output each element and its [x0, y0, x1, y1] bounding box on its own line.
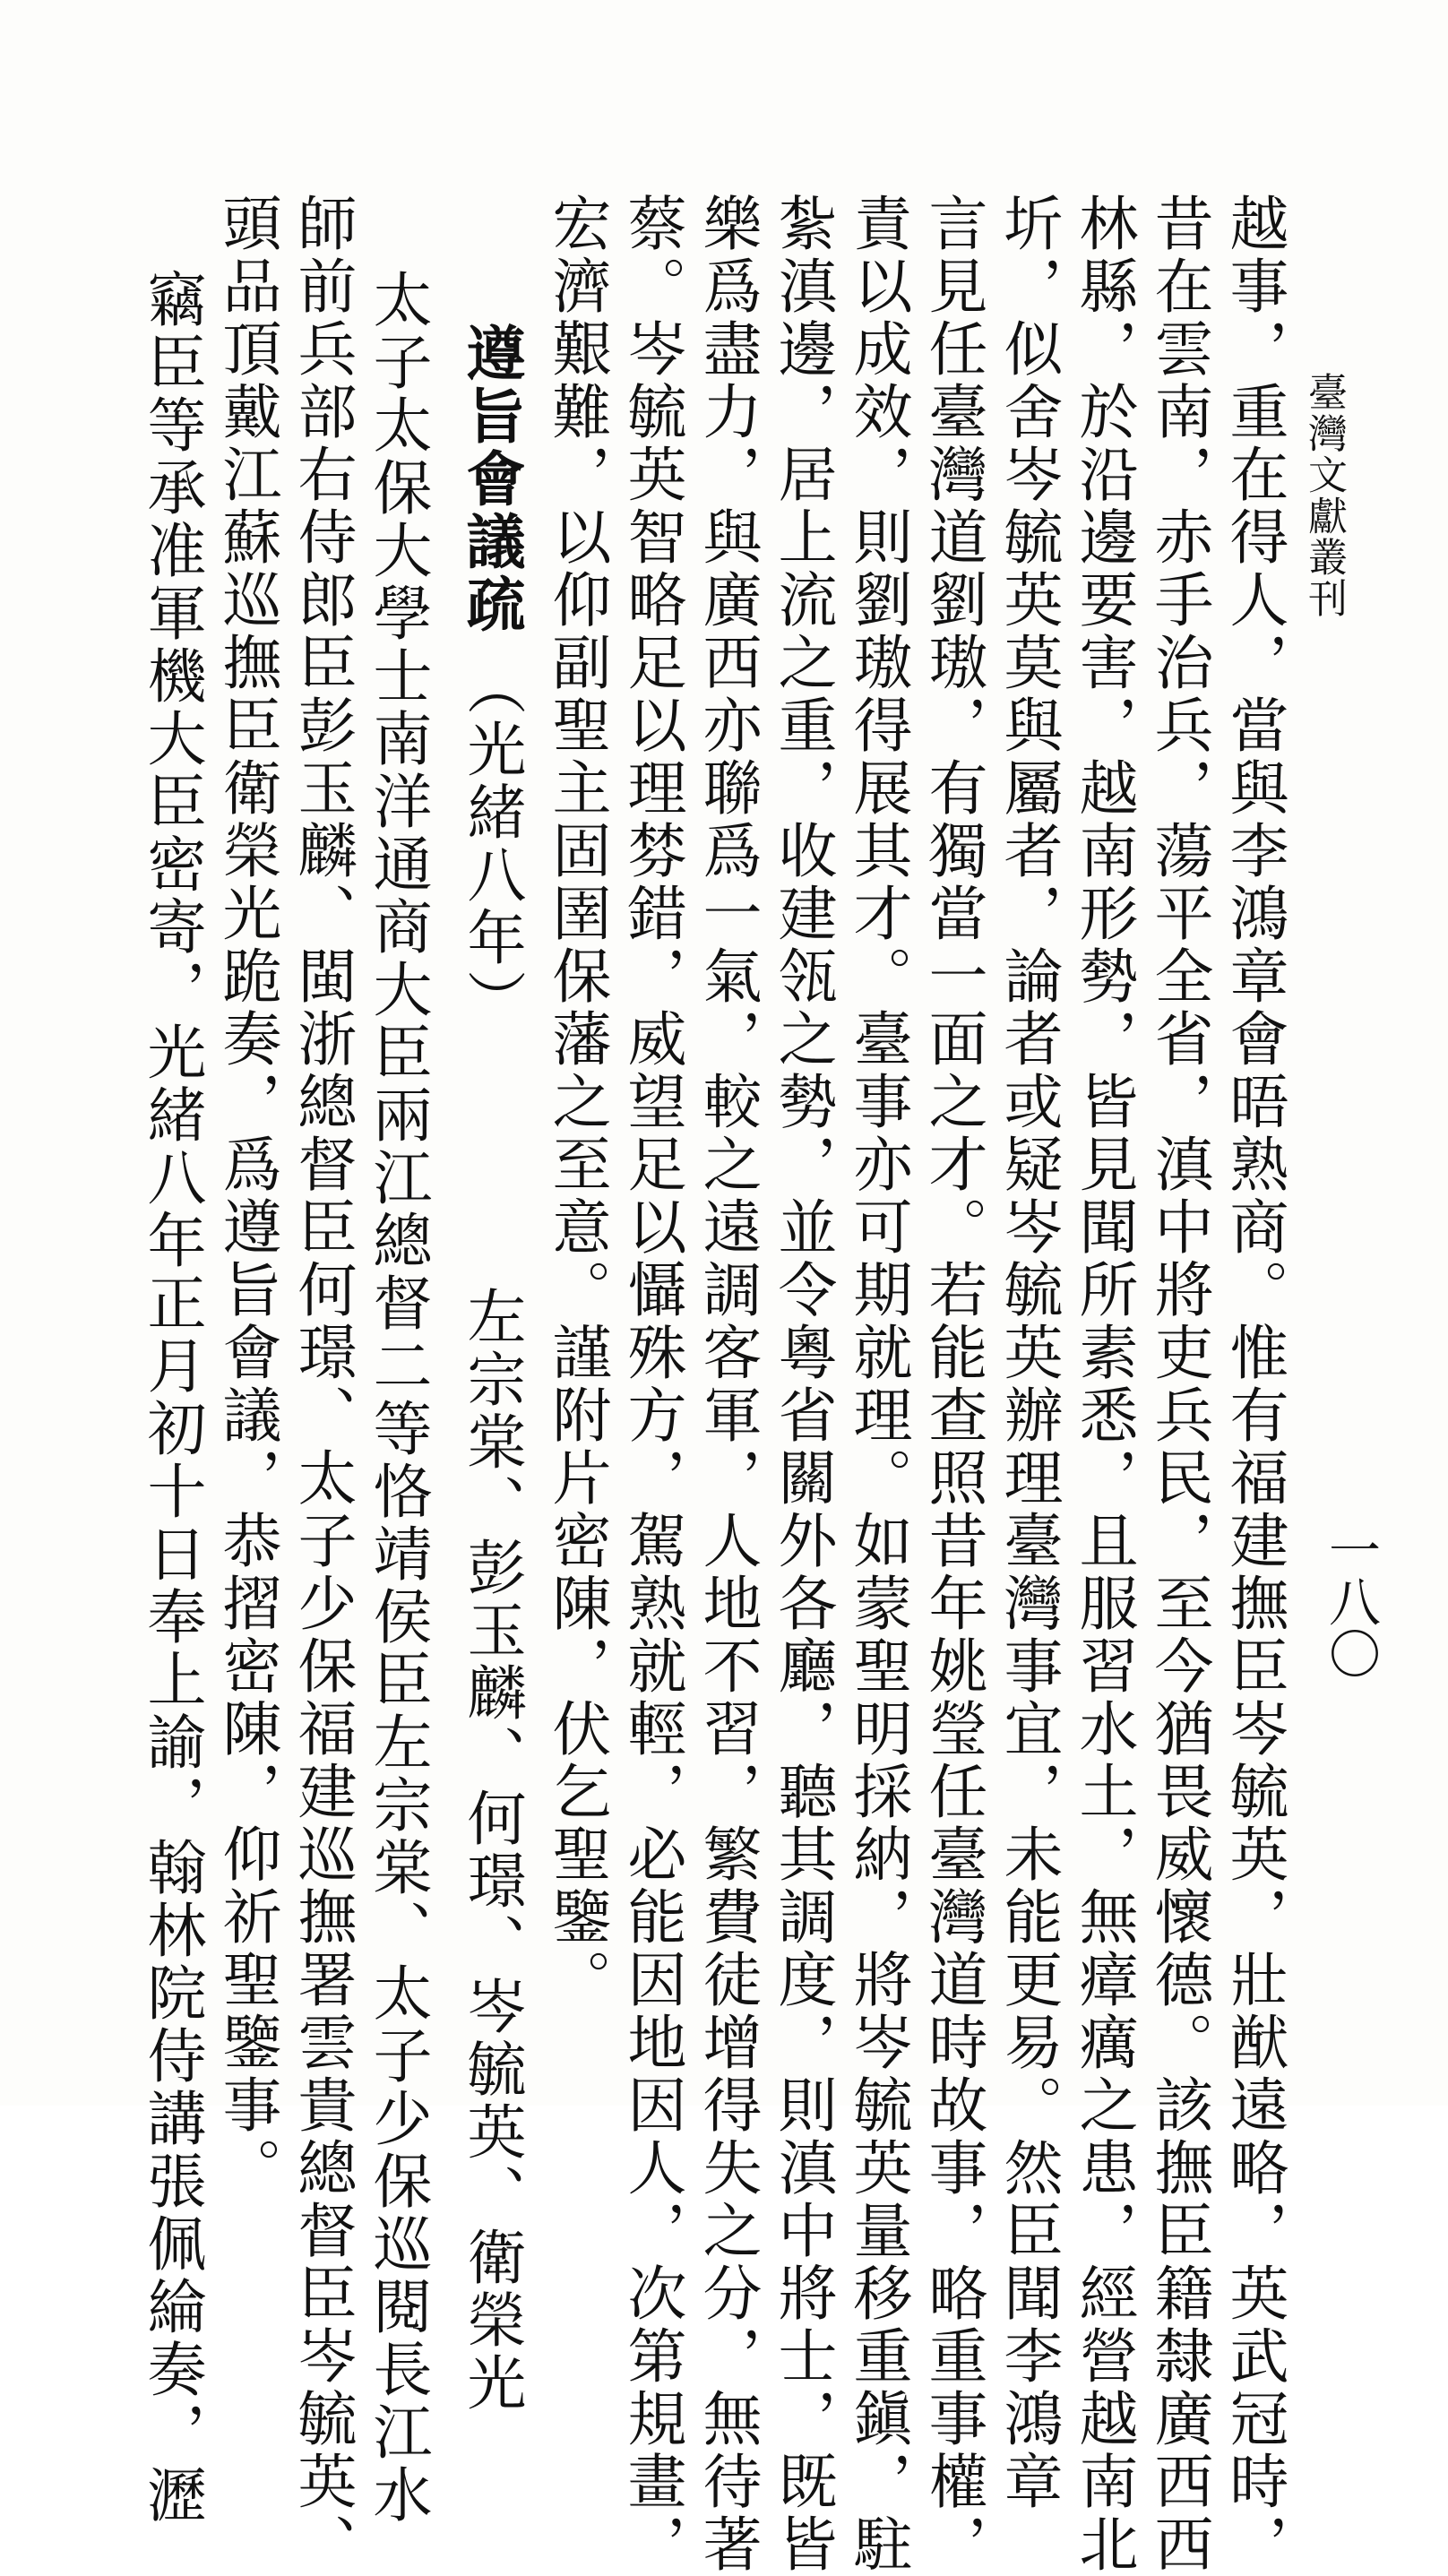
memorial-text-column: 太子太保大學士南洋通商大臣兩江總督二等恪靖侯臣左宗棠、太子少保巡閱長江水 [363, 269, 432, 2527]
body-text-column: 昔在雲南，赤手治兵，蕩平全省，滇中將吏兵民，至今猶畏威懷德。該撫臣籍隸廣西西 [1144, 193, 1213, 2576]
body-text-column: 蔡。岑毓英智略足以理棼錯，威望足以懾殊方，駕熟就輕，必能因地因人，次第規畫， [617, 193, 686, 2576]
section-heading [456, 323, 526, 1032]
memorial-text-column: 竊臣等承准軍機大臣密寄，光緒八年正月初十日奉上諭，翰林院侍講張佩綸奏，瀝 [137, 269, 206, 2527]
body-text-column: 言見任臺灣道劉璈，有獨當一面之才。若能查照昔年姚瑩任臺灣道時故事，略重事權， [918, 193, 987, 2576]
section-date-note: （光緒八年） [457, 656, 526, 1032]
body-text-column: 責以成效，則劉璈得展其才。臺事亦可期就理。如蒙聖明採納，將岑毓英量移重鎭，駐 [843, 193, 912, 2576]
section-authors: 左宗棠、彭玉麟、何璟、岑毓英、衛榮光 [457, 1286, 526, 2415]
page-number: 一八〇 [1320, 1523, 1381, 1679]
memorial-text-column: 師前兵部右侍郎臣彭玉麟、閩浙總督臣何璟、太子少保福建巡撫署雲貴總督臣岑毓英、 [288, 193, 357, 2576]
body-text-column: 越事，重在得人，當與李鴻章會晤熟商。惟有福建撫臣岑毓英，壯猷遠略，英武冠時， [1220, 193, 1289, 2576]
running-header-title: 臺灣文獻叢刊 [1301, 372, 1347, 619]
body-text-column: 宏濟艱難，以仰副聖主固圉保藩之至意。謹附片密陳，伏乞聖鑒。 [542, 193, 611, 2012]
memorial-text-column: 頭品頂戴江蘇巡撫臣衛榮光跪奏，爲遵旨會議，恭摺密陳，仰祈聖鑒事。 [212, 193, 281, 2200]
section-title: 遵旨會議疏 [456, 323, 526, 636]
body-text-column: 紮滇邊，居上流之重，收建瓴之勢，並令粵省關外各廳，聽其調度，則滇中將士，既皆 [768, 193, 837, 2576]
body-text-column: 林縣，於沿邊要害，越南形勢，皆見聞所素悉，且服習水土，無瘴癘之患，經營越南北 [1069, 193, 1138, 2576]
body-text-column: 圻，似舍岑毓英莫與屬者，論者或疑岑毓英辦理臺灣事宜，未能更易。然臣聞李鴻章 [994, 193, 1063, 2513]
body-text-column: 樂爲盡力，與廣西亦聯爲一氣，較之遠調客軍，人地不習，繁費徒增得失之分，無待著 [693, 193, 762, 2576]
